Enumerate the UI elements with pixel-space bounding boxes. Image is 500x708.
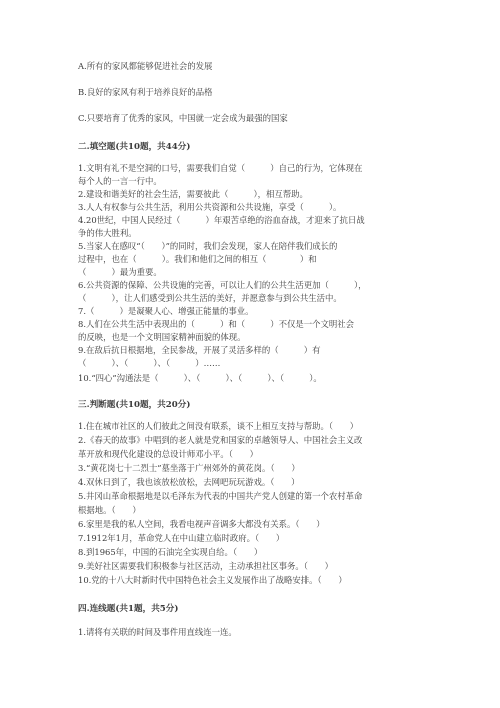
fill-blank-line: 争的伟大胜利。 (78, 228, 137, 238)
section-matching-title: 四.连线题(共1题，共5分) (78, 604, 179, 614)
true-false-line: 2.《春天的故事》中唱到的老人就是党和国家的卓越领导人、中国社会主义改 (78, 435, 363, 445)
section-fill-blank-title: 二.填空题(共10题，共44分) (78, 142, 191, 152)
true-false-line: 9.美好社区需要我们积极参与社区活动，主动承担社区事务。（ ） (78, 561, 334, 571)
fill-blank-line: 4.20世纪，中国人民经过（ ）年艰苦卓绝的浴血奋战，才迎来了抗日战 (78, 215, 365, 225)
fill-blank-line: 5.当家人在感叹“（ ）”的同时，我们会发现，家人在陪伴我们成长的 (78, 241, 338, 251)
fill-blank-line: （ ），让人们感受到公共生活的美好，并愿意参与到公共生活中。 (78, 293, 342, 303)
option-b: B.良好的家风有利于培养良好的品格 (78, 87, 213, 97)
fill-blank-line: 过程中，也在（ ）。我们和他们之间的相互（ ）和 (78, 254, 317, 264)
true-false-line: 4.双休日到了，我也该放松放松，去网吧玩玩游戏。（ ） (78, 477, 300, 487)
fill-blank-line: 的反映，也是一个文明国家精神面貌的体现。 (78, 332, 246, 342)
true-false-line: 6.家里是我的私人空间，我看电视声音调多大都没有关系。（ ） (78, 519, 325, 529)
true-false-line: 革开放和现代化建设的总设计师邓小平。（ ） (78, 449, 259, 459)
option-c: C.只要培育了优秀的家风，中国就一定会成为最强的国家 (78, 113, 288, 123)
true-false-line: 8.到1965年，中国的石油完全实现自给。（ ） (78, 547, 263, 557)
option-a: A.所有的家风都能够促进社会的发展 (78, 61, 213, 71)
fill-blank-line: （ ）最为重要。 (78, 267, 162, 277)
true-false-line: 3.“黄花岗七十二烈士”墓坐落于广州郊外的黄花岗。（ ） (78, 463, 300, 473)
fill-blank-line: 9.在敌后抗日根据地，全民参战，开展了灵活多样的（ ）有 (78, 345, 321, 355)
section-true-false-title: 三.判断题(共10题，共20分) (78, 400, 191, 410)
true-false-line: 10.党的十八大时新时代中国特色社会主义发展作出了战略安排。（ ） (78, 575, 347, 585)
true-false-line: 根据地。（ ） (78, 505, 141, 515)
true-false-line: 1.住在城市社区的人们彼此之间没有联系，谈不上相互支持与帮助。（ ） (78, 421, 359, 431)
fill-blank-line: （ ）、（ ）、（ ）…… (78, 358, 221, 368)
fill-blank-line: 10.“四心”沟通法是（ ）、（ ）、（ ）、（ ）。 (78, 373, 322, 383)
fill-blank-line: 1.文明有礼不是空洞的口号，需要我们自觉（ ）自己的行为，它体现在 (78, 163, 363, 173)
fill-blank-line: 2.建设和谐美好的社会生活，需要彼此（ ），相互帮助。 (78, 189, 308, 199)
matching-line: 1.请将有关联的时间及事件用直线连一连。 (78, 627, 237, 637)
fill-blank-line: 6.公共资源的保障、公共设施的完善，可以让人们的公共生活更加（ ）， (78, 280, 367, 290)
true-false-line: 5.井冈山革命根据地是以毛泽东为代表的中国共产党人创建的第一个农村革命 (78, 491, 363, 501)
true-false-line: 7.1912年1月，革命党人在中山建立临时政府。（ ） (78, 533, 285, 543)
fill-blank-line: 7.（ ）是凝聚人心、增强正能量的事业。 (78, 306, 254, 316)
fill-blank-line: 3.人人有权参与公共生活，利用公共资源和公共设施，享受（ ）。 (78, 202, 342, 212)
fill-blank-line: 8.人们在公共生活中表现出的（ ）和（ ）不仅是一个文明社会 (78, 319, 354, 329)
fill-blank-line: 每个人的一言一行中。 (78, 176, 162, 186)
